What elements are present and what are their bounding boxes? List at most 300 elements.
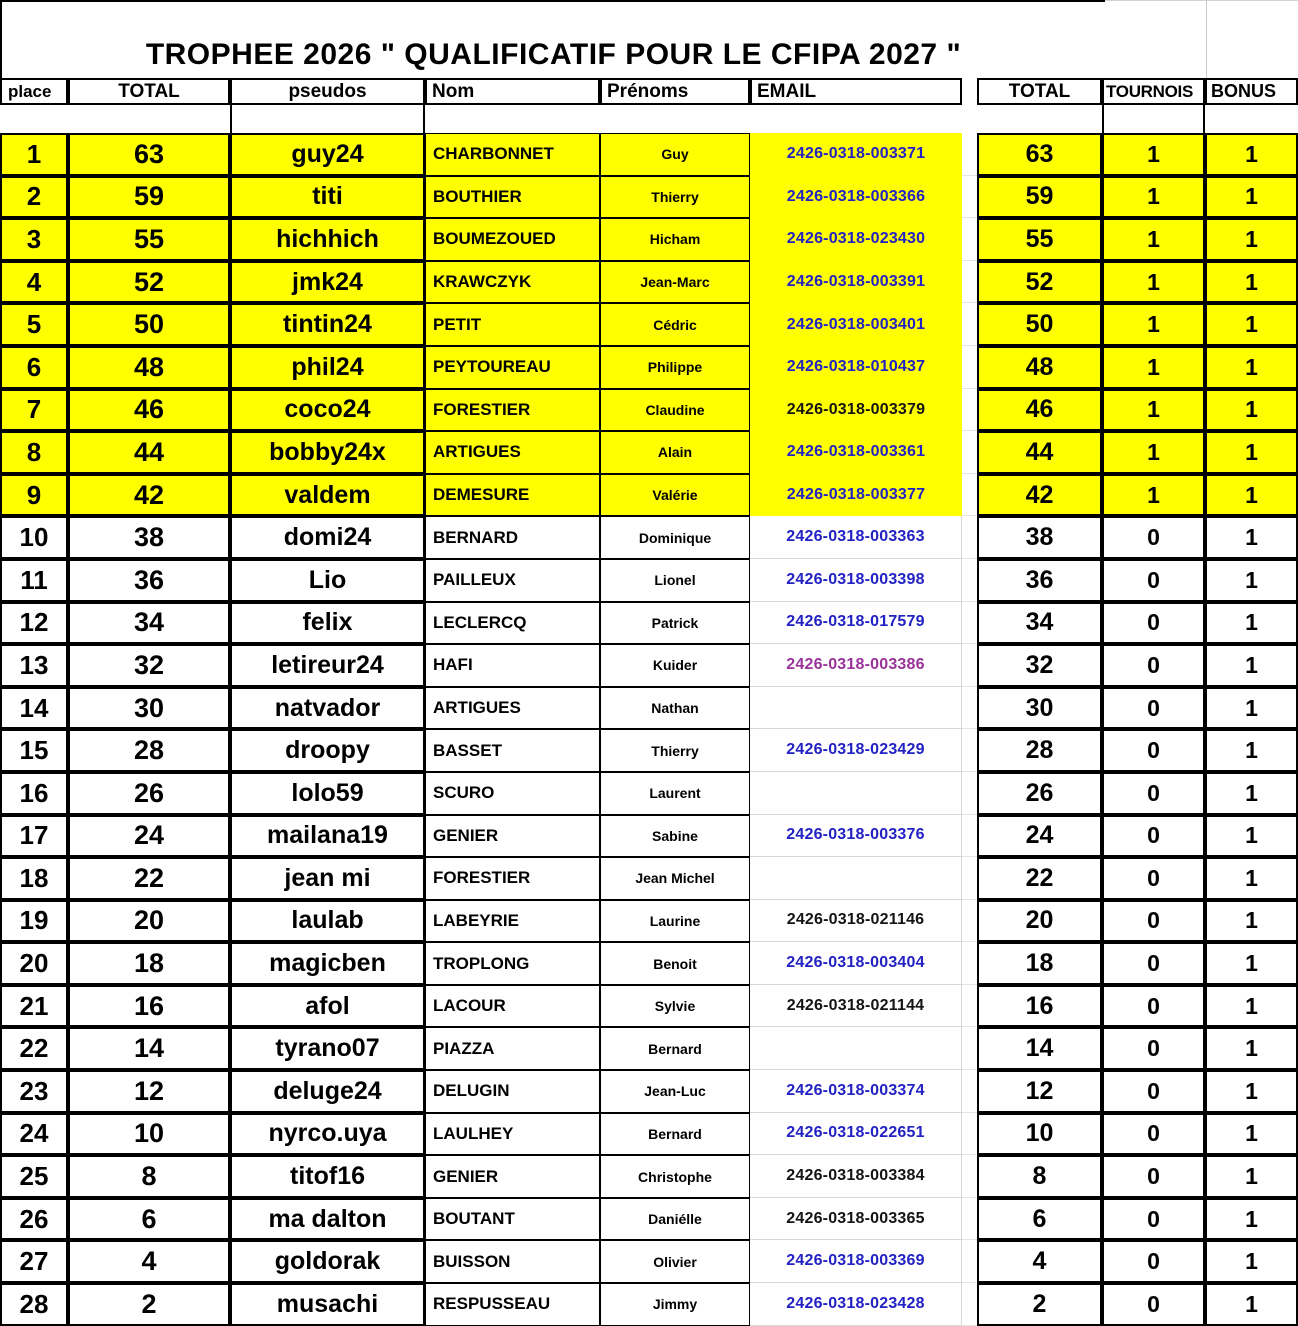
cell-tournois[interactable]: 0 xyxy=(1102,559,1205,602)
cell-pseudo[interactable]: coco24 xyxy=(230,389,425,432)
cell-total[interactable]: 26 xyxy=(68,772,230,815)
cell-nom[interactable]: SCURO xyxy=(425,772,600,815)
cell-total2[interactable]: 32 xyxy=(977,644,1102,687)
cell-prenom[interactable]: Bernard xyxy=(600,1027,750,1070)
cell-total2[interactable]: 8 xyxy=(977,1155,1102,1198)
blank-cell xyxy=(0,105,68,133)
column-header-pseudos[interactable]: pseudos xyxy=(230,78,425,105)
cell-total2[interactable]: 14 xyxy=(977,1027,1102,1070)
cell-total2[interactable]: 24 xyxy=(977,815,1102,858)
blank-cell xyxy=(750,105,962,133)
cell-tournois[interactable]: 0 xyxy=(1102,687,1205,730)
cell-bonus[interactable]: 1 xyxy=(1205,389,1298,432)
cell-tournois[interactable]: 0 xyxy=(1102,1155,1205,1198)
cell-pseudo[interactable]: Lio xyxy=(230,559,425,602)
cell-nom[interactable]: TROPLONG xyxy=(425,942,600,985)
cell-total[interactable]: 2 xyxy=(68,1283,230,1326)
cell-bonus[interactable]: 1 xyxy=(1205,261,1298,304)
cell-bonus[interactable]: 1 xyxy=(1205,1198,1298,1241)
cell-email[interactable]: 2426-0318-023428 xyxy=(750,1283,962,1326)
cell-nom[interactable]: BOUMEZOUED xyxy=(425,218,600,261)
cell-prenom[interactable]: Sylvie xyxy=(600,985,750,1028)
cell-gutter xyxy=(962,431,977,474)
cell-total2[interactable]: 38 xyxy=(977,516,1102,559)
cell-email[interactable]: 2426-0318-023429 xyxy=(750,729,962,772)
cell-gutter xyxy=(962,1283,977,1326)
cell-prenom[interactable]: Jean Michel xyxy=(600,857,750,900)
cell-gutter xyxy=(962,687,977,730)
cell-tournois[interactable]: 0 xyxy=(1102,729,1205,772)
cell-pseudo[interactable]: domi24 xyxy=(230,516,425,559)
cell-place[interactable]: 4 xyxy=(0,261,68,304)
cell-total2[interactable]: 26 xyxy=(977,772,1102,815)
cell-prenom[interactable]: Christophe xyxy=(600,1155,750,1198)
cell-tournois[interactable]: 1 xyxy=(1102,389,1205,432)
cell-total[interactable]: 63 xyxy=(68,133,230,176)
cell-email[interactable] xyxy=(750,1027,962,1070)
cell-tournois[interactable]: 0 xyxy=(1102,900,1205,943)
cell-pseudo[interactable]: jean mi xyxy=(230,857,425,900)
cell-nom[interactable]: RESPUSSEAU xyxy=(425,1283,600,1326)
cell-email[interactable] xyxy=(750,772,962,815)
cell-tournois[interactable]: 0 xyxy=(1102,1070,1205,1113)
cell-nom[interactable]: KRAWCZYK xyxy=(425,261,600,304)
cell-email[interactable]: 2426-0318-003386 xyxy=(750,644,962,687)
cell-tournois[interactable]: 0 xyxy=(1102,1198,1205,1241)
cell-tournois[interactable]: 0 xyxy=(1102,1113,1205,1156)
cell-pseudo[interactable]: tyrano07 xyxy=(230,1027,425,1070)
cell-total2[interactable]: 12 xyxy=(977,1070,1102,1113)
cell-pseudo[interactable]: titi xyxy=(230,176,425,219)
blank-cell xyxy=(1205,105,1298,133)
cell-nom[interactable]: LECLERCQ xyxy=(425,602,600,645)
header-gutter xyxy=(962,78,977,105)
cell-gutter xyxy=(962,942,977,985)
cell-pseudo[interactable]: mailana19 xyxy=(230,815,425,858)
cell-prenom[interactable]: Dominique xyxy=(600,516,750,559)
cell-bonus[interactable]: 1 xyxy=(1205,1283,1298,1326)
cell-place[interactable]: 7 xyxy=(0,389,68,432)
cell-bonus[interactable]: 1 xyxy=(1205,900,1298,943)
cell-gutter xyxy=(962,261,977,304)
cell-pseudo[interactable]: laulab xyxy=(230,900,425,943)
cell-total[interactable]: 44 xyxy=(68,431,230,474)
cell-email[interactable]: 2426-0318-003391 xyxy=(750,261,962,304)
cell-place[interactable]: 20 xyxy=(0,942,68,985)
cell-prenom[interactable]: Guy xyxy=(600,133,750,176)
cell-place[interactable]: 9 xyxy=(0,474,68,517)
cell-pseudo[interactable]: valdem xyxy=(230,474,425,517)
cell-nom[interactable]: BERNARD xyxy=(425,516,600,559)
cell-pseudo[interactable]: bobby24x xyxy=(230,431,425,474)
cell-pseudo[interactable]: lolo59 xyxy=(230,772,425,815)
cell-pseudo[interactable]: titof16 xyxy=(230,1155,425,1198)
cell-total[interactable]: 14 xyxy=(68,1027,230,1070)
cell-bonus[interactable]: 1 xyxy=(1205,346,1298,389)
cell-email[interactable]: 2426-0318-003374 xyxy=(750,1070,962,1113)
cell-prenom[interactable]: Thierry xyxy=(600,176,750,219)
cell-prenom[interactable]: Jean-Luc xyxy=(600,1070,750,1113)
cell-prenom[interactable]: Hicham xyxy=(600,218,750,261)
cell-bonus[interactable]: 1 xyxy=(1205,218,1298,261)
cell-total[interactable]: 42 xyxy=(68,474,230,517)
cell-total2[interactable]: 34 xyxy=(977,602,1102,645)
cell-tournois[interactable]: 0 xyxy=(1102,815,1205,858)
cell-prenom[interactable]: Patrick xyxy=(600,602,750,645)
cell-email[interactable]: 2426-0318-003398 xyxy=(750,559,962,602)
cell-total[interactable]: 59 xyxy=(68,176,230,219)
cell-bonus[interactable]: 1 xyxy=(1205,1113,1298,1156)
cell-email[interactable]: 2426-0318-003379 xyxy=(750,389,962,432)
cell-total2[interactable]: 28 xyxy=(977,729,1102,772)
cell-pseudo[interactable]: ma dalton xyxy=(230,1198,425,1241)
cell-tournois[interactable]: 1 xyxy=(1102,133,1205,176)
cell-prenom[interactable]: Jean-Marc xyxy=(600,261,750,304)
cell-prenom[interactable]: Thierry xyxy=(600,729,750,772)
cell-bonus[interactable]: 1 xyxy=(1205,133,1298,176)
cell-place[interactable]: 16 xyxy=(0,772,68,815)
cell-nom[interactable]: BASSET xyxy=(425,729,600,772)
cell-email[interactable]: 2426-0318-003371 xyxy=(750,133,962,176)
gridline xyxy=(1206,0,1207,78)
cell-place[interactable]: 11 xyxy=(0,559,68,602)
cell-place[interactable]: 8 xyxy=(0,431,68,474)
cell-prenom[interactable]: Nathan xyxy=(600,687,750,730)
cell-gutter xyxy=(962,1113,977,1156)
cell-tournois[interactable]: 0 xyxy=(1102,1283,1205,1326)
cell-tournois[interactable]: 1 xyxy=(1102,218,1205,261)
cell-total[interactable]: 24 xyxy=(68,815,230,858)
cell-gutter xyxy=(962,133,977,176)
cell-nom[interactable]: HAFI xyxy=(425,644,600,687)
cell-total2[interactable]: 20 xyxy=(977,900,1102,943)
cell-place[interactable]: 10 xyxy=(0,516,68,559)
cell-total2[interactable]: 48 xyxy=(977,346,1102,389)
cell-nom[interactable]: GENIER xyxy=(425,815,600,858)
cell-prenom[interactable]: Olivier xyxy=(600,1240,750,1283)
blank-cell xyxy=(600,105,750,133)
cell-place[interactable]: 5 xyxy=(0,303,68,346)
cell-email[interactable] xyxy=(750,857,962,900)
cell-bonus[interactable]: 1 xyxy=(1205,815,1298,858)
cell-prenom[interactable]: Bernard xyxy=(600,1113,750,1156)
blank-cell xyxy=(425,105,600,133)
cell-total[interactable]: 32 xyxy=(68,644,230,687)
cell-tournois[interactable]: 1 xyxy=(1102,303,1205,346)
cell-email[interactable]: 2426-0318-003401 xyxy=(750,303,962,346)
cell-tournois[interactable]: 0 xyxy=(1102,857,1205,900)
cell-nom[interactable]: LABEYRIE xyxy=(425,900,600,943)
cell-place[interactable]: 28 xyxy=(0,1283,68,1326)
cell-place[interactable]: 21 xyxy=(0,985,68,1028)
cell-bonus[interactable]: 1 xyxy=(1205,176,1298,219)
cell-prenom[interactable]: Cédric xyxy=(600,303,750,346)
cell-pseudo[interactable]: phil24 xyxy=(230,346,425,389)
cell-email[interactable]: 2426-0318-022651 xyxy=(750,1113,962,1156)
cell-email[interactable]: 2426-0318-021144 xyxy=(750,985,962,1028)
cell-total[interactable]: 34 xyxy=(68,602,230,645)
cell-prenom[interactable]: Valérie xyxy=(600,474,750,517)
cell-gutter xyxy=(962,1240,977,1283)
cell-total[interactable]: 28 xyxy=(68,729,230,772)
cell-nom[interactable]: PEYTOUREAU xyxy=(425,346,600,389)
column-header-total[interactable]: TOTAL xyxy=(68,78,230,105)
cell-bonus[interactable]: 1 xyxy=(1205,857,1298,900)
cell-nom[interactable]: LACOUR xyxy=(425,985,600,1028)
cell-nom[interactable]: ARTIGUES xyxy=(425,431,600,474)
cell-total2[interactable]: 59 xyxy=(977,176,1102,219)
cell-prenom[interactable]: Philippe xyxy=(600,346,750,389)
cell-email[interactable]: 2426-0318-017579 xyxy=(750,602,962,645)
cell-nom[interactable]: DEMESURE xyxy=(425,474,600,517)
column-header-nom[interactable]: Nom xyxy=(425,78,600,105)
cell-total2[interactable]: 30 xyxy=(977,687,1102,730)
cell-total[interactable]: 52 xyxy=(68,261,230,304)
cell-place[interactable]: 26 xyxy=(0,1198,68,1241)
cell-email[interactable]: 2426-0318-021146 xyxy=(750,900,962,943)
cell-gutter xyxy=(962,559,977,602)
cell-total[interactable]: 48 xyxy=(68,346,230,389)
cell-total2[interactable]: 44 xyxy=(977,431,1102,474)
cell-bonus[interactable]: 1 xyxy=(1205,1240,1298,1283)
cell-gutter xyxy=(962,815,977,858)
column-header-total2[interactable]: TOTAL xyxy=(977,78,1102,105)
cell-nom[interactable]: LAULHEY xyxy=(425,1113,600,1156)
cell-tournois[interactable]: 0 xyxy=(1102,1240,1205,1283)
cell-gutter xyxy=(962,644,977,687)
cell-gutter xyxy=(962,303,977,346)
cell-bonus[interactable]: 1 xyxy=(1205,1070,1298,1113)
cell-pseudo[interactable]: tintin24 xyxy=(230,303,425,346)
cell-place[interactable]: 19 xyxy=(0,900,68,943)
cell-pseudo[interactable]: hichhich xyxy=(230,218,425,261)
cell-gutter xyxy=(962,857,977,900)
cell-total[interactable]: 30 xyxy=(68,687,230,730)
cell-place[interactable]: 6 xyxy=(0,346,68,389)
cell-email[interactable]: 2426-0318-003384 xyxy=(750,1155,962,1198)
column-header-tournois[interactable]: TOURNOIS xyxy=(1102,78,1205,105)
cell-place[interactable]: 17 xyxy=(0,815,68,858)
cell-place[interactable]: 18 xyxy=(0,857,68,900)
cell-total2[interactable]: 50 xyxy=(977,303,1102,346)
cell-total2[interactable]: 18 xyxy=(977,942,1102,985)
cell-nom[interactable]: FORESTIER xyxy=(425,857,600,900)
cell-place[interactable]: 12 xyxy=(0,602,68,645)
cell-bonus[interactable]: 1 xyxy=(1205,303,1298,346)
cell-total[interactable]: 18 xyxy=(68,942,230,985)
cell-prenom[interactable]: Jimmy xyxy=(600,1283,750,1326)
cell-nom[interactable]: BOUTHIER xyxy=(425,176,600,219)
cell-prenom[interactable]: Laurent xyxy=(600,772,750,815)
cell-total[interactable]: 12 xyxy=(68,1070,230,1113)
gridline xyxy=(1105,0,1298,1)
cell-tournois[interactable]: 0 xyxy=(1102,985,1205,1028)
cell-nom[interactable]: PAILLEUX xyxy=(425,559,600,602)
cell-tournois[interactable]: 0 xyxy=(1102,516,1205,559)
cell-total[interactable]: 8 xyxy=(68,1155,230,1198)
cell-nom[interactable]: DELUGIN xyxy=(425,1070,600,1113)
cell-gutter xyxy=(962,516,977,559)
cell-tournois[interactable]: 1 xyxy=(1102,431,1205,474)
cell-email[interactable]: 2426-0318-003369 xyxy=(750,1240,962,1283)
cell-gutter xyxy=(962,389,977,432)
cell-total2[interactable]: 16 xyxy=(977,985,1102,1028)
cell-place[interactable]: 22 xyxy=(0,1027,68,1070)
cell-total[interactable]: 16 xyxy=(68,985,230,1028)
cell-gutter xyxy=(962,474,977,517)
cell-total[interactable]: 50 xyxy=(68,303,230,346)
cell-bonus[interactable]: 1 xyxy=(1205,602,1298,645)
cell-total2[interactable]: 22 xyxy=(977,857,1102,900)
cell-total2[interactable]: 2 xyxy=(977,1283,1102,1326)
cell-pseudo[interactable]: guy24 xyxy=(230,133,425,176)
cell-pseudo[interactable]: musachi xyxy=(230,1283,425,1326)
cell-total2[interactable]: 6 xyxy=(977,1198,1102,1241)
cell-nom[interactable]: ARTIGUES xyxy=(425,687,600,730)
cell-tournois[interactable]: 1 xyxy=(1102,261,1205,304)
cell-bonus[interactable]: 1 xyxy=(1205,474,1298,517)
cell-pseudo[interactable]: deluge24 xyxy=(230,1070,425,1113)
cell-total2[interactable]: 4 xyxy=(977,1240,1102,1283)
cell-email[interactable]: 2426-0318-003361 xyxy=(750,431,962,474)
cell-bonus[interactable]: 1 xyxy=(1205,1155,1298,1198)
cell-place[interactable]: 15 xyxy=(0,729,68,772)
cell-place[interactable]: 2 xyxy=(0,176,68,219)
cell-gutter xyxy=(962,900,977,943)
cell-prenom[interactable]: Laurine xyxy=(600,900,750,943)
cell-tournois[interactable]: 0 xyxy=(1102,1027,1205,1070)
cell-email[interactable]: 2426-0318-023430 xyxy=(750,218,962,261)
column-header-bonus[interactable]: BONUS xyxy=(1205,78,1298,105)
cell-gutter xyxy=(962,218,977,261)
sheet-title: TROPHEE 2026 " QUALIFICATIF POUR LE CFIPA 2027 " xyxy=(145,38,962,71)
cell-bonus[interactable]: 1 xyxy=(1205,772,1298,815)
cell-nom[interactable]: CHARBONNET xyxy=(425,133,600,176)
column-header-prenoms[interactable]: Prénoms xyxy=(600,78,750,105)
cell-gutter xyxy=(962,602,977,645)
cell-pseudo[interactable]: droopy xyxy=(230,729,425,772)
cell-place[interactable]: 1 xyxy=(0,133,68,176)
cell-total2[interactable]: 52 xyxy=(977,261,1102,304)
cell-pseudo[interactable]: nyrco.uya xyxy=(230,1113,425,1156)
cell-prenom[interactable]: Alain xyxy=(600,431,750,474)
cell-total[interactable]: 10 xyxy=(68,1113,230,1156)
cell-tournois[interactable]: 1 xyxy=(1102,474,1205,517)
cell-gutter xyxy=(962,1155,977,1198)
column-header-email[interactable]: EMAIL xyxy=(750,78,962,105)
cell-tournois[interactable]: 0 xyxy=(1102,644,1205,687)
cell-total[interactable]: 20 xyxy=(68,900,230,943)
blank-cell xyxy=(230,105,425,133)
cell-total[interactable]: 6 xyxy=(68,1198,230,1241)
cell-bonus[interactable]: 1 xyxy=(1205,687,1298,730)
cell-email[interactable]: 2426-0318-010437 xyxy=(750,346,962,389)
cell-nom[interactable]: FORESTIER xyxy=(425,389,600,432)
cell-place[interactable]: 3 xyxy=(0,218,68,261)
cell-nom[interactable]: PETIT xyxy=(425,303,600,346)
cell-nom[interactable]: BUISSON xyxy=(425,1240,600,1283)
cell-gutter xyxy=(962,346,977,389)
cell-total[interactable]: 22 xyxy=(68,857,230,900)
cell-nom[interactable]: GENIER xyxy=(425,1155,600,1198)
cell-prenom[interactable]: Sabine xyxy=(600,815,750,858)
cell-email[interactable]: 2426-0318-003365 xyxy=(750,1198,962,1241)
cell-total[interactable]: 46 xyxy=(68,389,230,432)
cell-total[interactable]: 55 xyxy=(68,218,230,261)
cell-nom[interactable]: PIAZZA xyxy=(425,1027,600,1070)
cell-gutter xyxy=(962,729,977,772)
cell-pseudo[interactable]: felix xyxy=(230,602,425,645)
cell-total2[interactable]: 63 xyxy=(977,133,1102,176)
cell-total2[interactable]: 42 xyxy=(977,474,1102,517)
blank-cell xyxy=(962,105,977,133)
cell-gutter xyxy=(962,1070,977,1113)
cell-email[interactable]: 2426-0318-003404 xyxy=(750,942,962,985)
cell-place[interactable]: 23 xyxy=(0,1070,68,1113)
cell-total[interactable]: 36 xyxy=(68,559,230,602)
title-band xyxy=(0,0,1105,78)
cell-pseudo[interactable]: goldorak xyxy=(230,1240,425,1283)
cell-total2[interactable]: 36 xyxy=(977,559,1102,602)
cell-prenom[interactable]: Kuider xyxy=(600,644,750,687)
cell-tournois[interactable]: 0 xyxy=(1102,942,1205,985)
cell-gutter xyxy=(962,176,977,219)
cell-total[interactable]: 38 xyxy=(68,516,230,559)
cell-bonus[interactable]: 1 xyxy=(1205,729,1298,772)
cell-prenom[interactable]: Lionel xyxy=(600,559,750,602)
cell-email[interactable]: 2426-0318-003377 xyxy=(750,474,962,517)
cell-total2[interactable]: 10 xyxy=(977,1113,1102,1156)
cell-tournois[interactable]: 0 xyxy=(1102,602,1205,645)
column-header-place[interactable]: place xyxy=(0,78,68,105)
cell-pseudo[interactable]: jmk24 xyxy=(230,261,425,304)
cell-place[interactable]: 24 xyxy=(0,1113,68,1156)
cell-email[interactable]: 2426-0318-003376 xyxy=(750,815,962,858)
cell-bonus[interactable]: 1 xyxy=(1205,431,1298,474)
cell-place[interactable]: 14 xyxy=(0,687,68,730)
cell-pseudo[interactable]: magicben xyxy=(230,942,425,985)
cell-tournois[interactable]: 1 xyxy=(1102,176,1205,219)
cell-pseudo[interactable]: afol xyxy=(230,985,425,1028)
cell-gutter xyxy=(962,1027,977,1070)
cell-place[interactable]: 13 xyxy=(0,644,68,687)
cell-bonus[interactable]: 1 xyxy=(1205,942,1298,985)
cell-place[interactable]: 27 xyxy=(0,1240,68,1283)
ranking-table xyxy=(0,78,1298,1326)
cell-bonus[interactable]: 1 xyxy=(1205,516,1298,559)
cell-prenom[interactable]: Benoit xyxy=(600,942,750,985)
cell-pseudo[interactable]: natvador xyxy=(230,687,425,730)
cell-email[interactable] xyxy=(750,687,962,730)
cell-bonus[interactable]: 1 xyxy=(1205,985,1298,1028)
cell-total[interactable]: 4 xyxy=(68,1240,230,1283)
cell-bonus[interactable]: 1 xyxy=(1205,644,1298,687)
cell-total2[interactable]: 46 xyxy=(977,389,1102,432)
cell-prenom[interactable]: Claudine xyxy=(600,389,750,432)
cell-email[interactable]: 2426-0318-003366 xyxy=(750,176,962,219)
cell-prenom[interactable]: Daniélle xyxy=(600,1198,750,1241)
cell-nom[interactable]: BOUTANT xyxy=(425,1198,600,1241)
cell-bonus[interactable]: 1 xyxy=(1205,559,1298,602)
blank-cell xyxy=(1102,105,1205,133)
cell-tournois[interactable]: 1 xyxy=(1102,346,1205,389)
cell-bonus[interactable]: 1 xyxy=(1205,1027,1298,1070)
cell-tournois[interactable]: 0 xyxy=(1102,772,1205,815)
cell-pseudo[interactable]: letireur24 xyxy=(230,644,425,687)
cell-total2[interactable]: 55 xyxy=(977,218,1102,261)
cell-place[interactable]: 25 xyxy=(0,1155,68,1198)
cell-email[interactable]: 2426-0318-003363 xyxy=(750,516,962,559)
